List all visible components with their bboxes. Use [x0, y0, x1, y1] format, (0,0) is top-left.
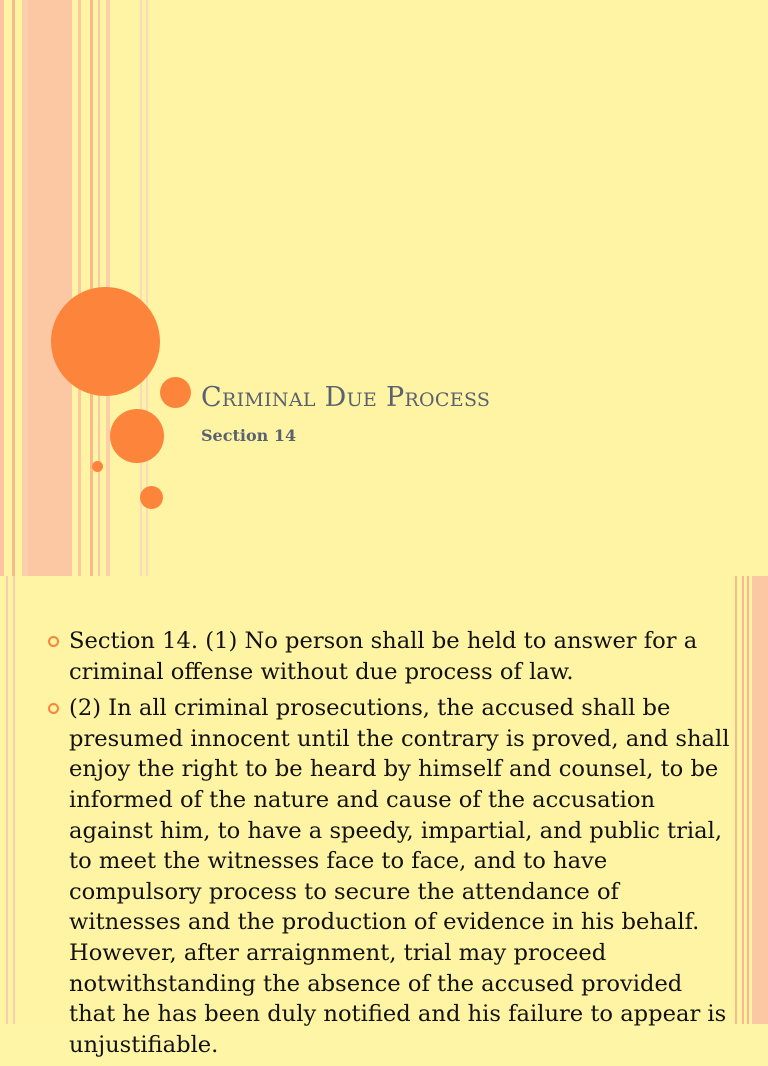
stripe-decoration [752, 576, 768, 1024]
bullet-text: Section 14. (1) No person shall be held to answer for a criminal offense without due process of law. [69, 628, 698, 685]
stripe-decoration [28, 0, 72, 576]
bullet-text: (2) In all criminal prosecutions, the accused shall be presumed innocent until the contrary is proved, and shall enjoy the right to be heard by himself and counsel, to be informed of the nature and cause of the accusation against him, to have a speedy, impartial, and public trial, to meet the witnesses face to face, and to have compulsory process to secure the attendance of witnesses and the production of evidence in his behalf. However, after arraignment, trial may proceed notwithstanding the absence of the accused provided that he has been duly notified and his failure to appear is unjustifiable. [69, 695, 730, 1058]
stripe-decoration [747, 576, 749, 1024]
slide-subtitle: Section 14 [201, 426, 297, 445]
stripe-decoration [12, 0, 15, 576]
slide-title: Criminal Due Process [201, 382, 491, 413]
stripe-decoration [0, 0, 4, 576]
large-circle-decoration [51, 287, 160, 396]
stripe-decoration [13, 576, 15, 1024]
ring-bullet-icon [48, 636, 59, 647]
ring-bullet-icon [48, 703, 59, 714]
stripe-decoration [735, 576, 737, 1024]
list-item [44, 693, 734, 1060]
medium-circle-decoration [110, 409, 164, 463]
stripe-decoration [6, 576, 8, 1024]
stripe-decoration [742, 576, 744, 1024]
list-item [44, 626, 734, 687]
content-slide [0, 576, 768, 1058]
bullet-list [44, 626, 734, 1066]
small-circle-decoration [140, 486, 163, 509]
stripe-decoration [78, 0, 81, 576]
small-circle-decoration [160, 377, 191, 408]
tiny-circle-decoration [92, 461, 103, 472]
